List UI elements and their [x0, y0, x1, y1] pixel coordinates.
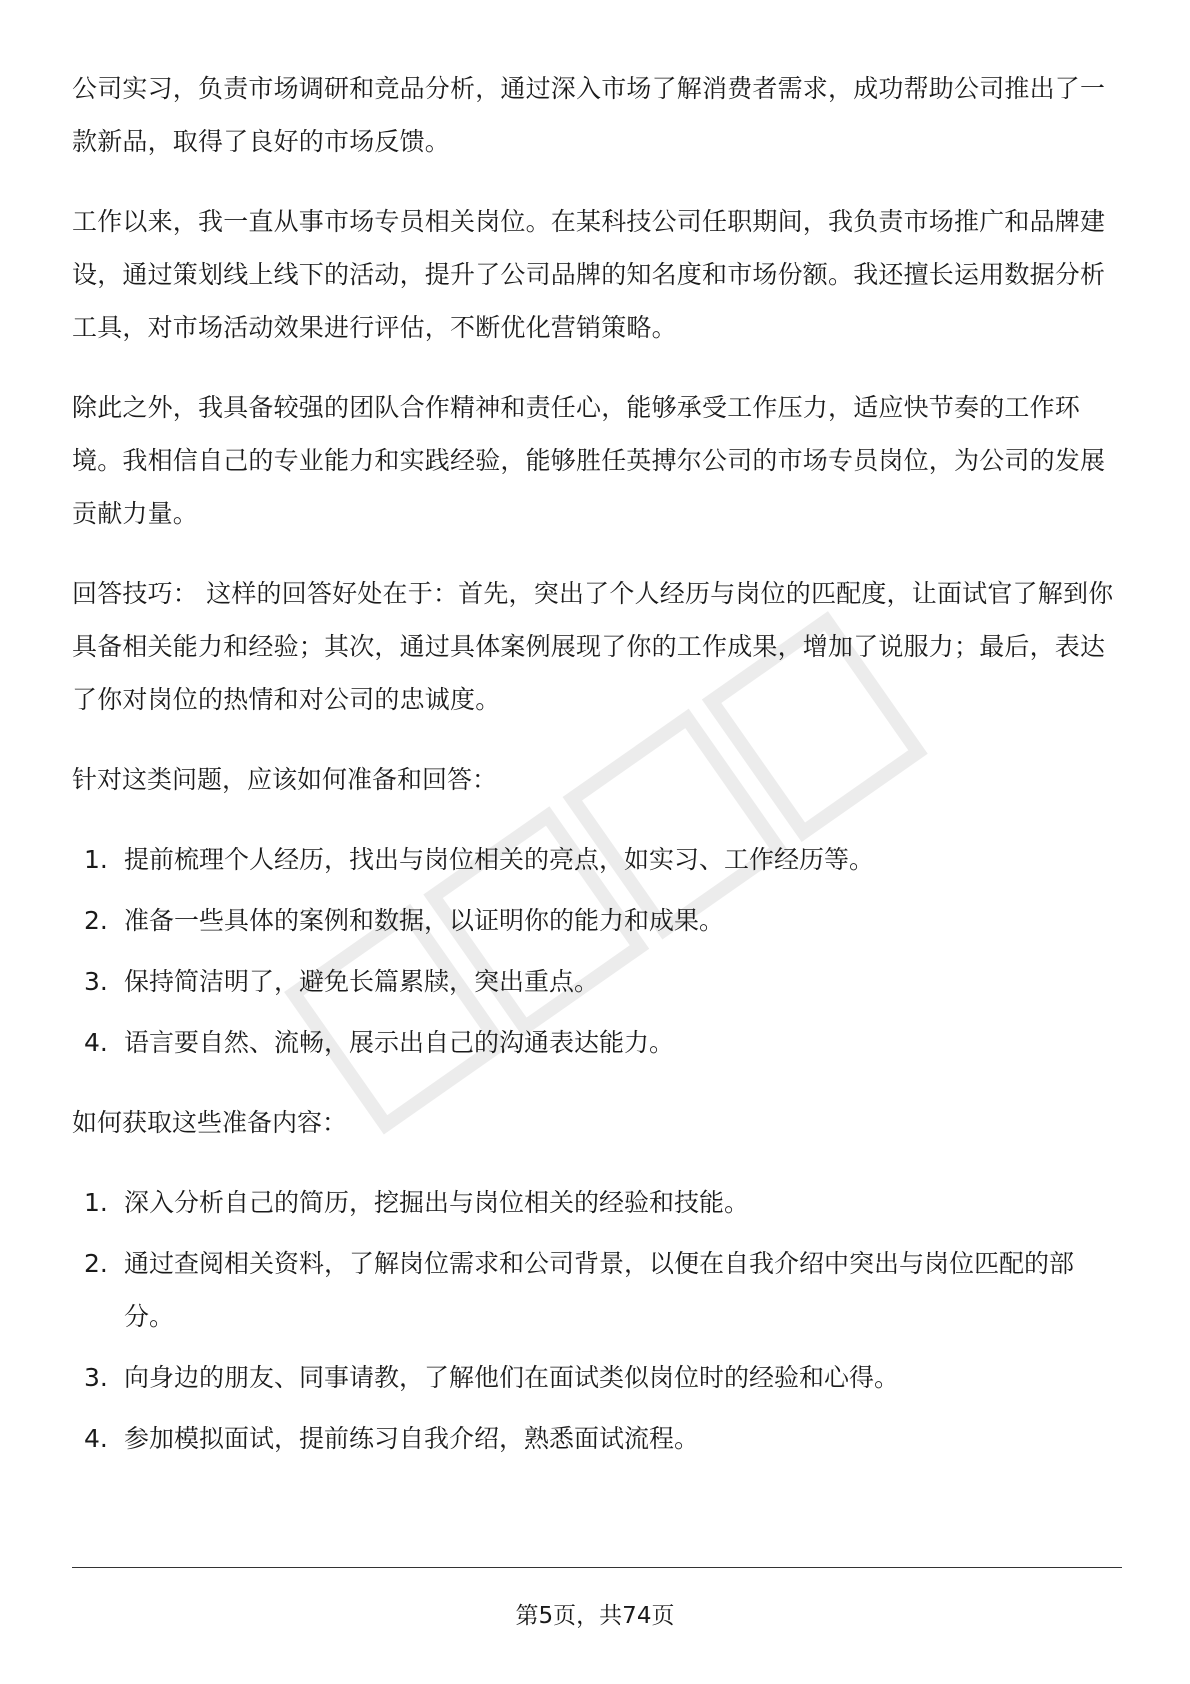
- list-item-text: 语言要自然、流畅，展示出自己的沟通表达能力。: [124, 1028, 675, 1057]
- document-body: [72, 62, 1122, 1492]
- list-item: [72, 1237, 1122, 1343]
- list-item-text: 参加模拟面试，提前练习自我介绍，熟悉面试流程。: [124, 1424, 700, 1453]
- paragraph-internship: 公司实习，负责市场调研和竞品分析，通过深入市场了解消费者需求，成功帮助公司推出了一款新品，取得了良好的市场反馈。: [72, 74, 1106, 156]
- list-number: 2.: [84, 906, 108, 935]
- paragraph-answer-tips: 回答技巧： 这样的回答好处在于：首先，突出了个人经历与岗位的匹配度，让面试官了解到你具备相关能力和经验；其次，通过具体案例展现了你的工作成果，增加了说服力；最后，表达了你对岗位的热情和对公司的忠诚度。: [72, 579, 1114, 714]
- list-item: [72, 955, 1122, 1008]
- list-item: [72, 1412, 1122, 1465]
- list-item: [72, 1176, 1122, 1229]
- list-item-text: 向身边的朋友、同事请教，了解他们在面试类似岗位时的经验和心得。: [124, 1363, 900, 1392]
- prepare-list: [72, 833, 1122, 1069]
- list-item: [72, 1351, 1122, 1404]
- list-item: [72, 833, 1122, 886]
- list-number: 1.: [84, 845, 108, 874]
- list-item: [72, 1016, 1122, 1069]
- list-item-text: 准备一些具体的案例和数据，以证明你的能力和成果。: [124, 906, 725, 935]
- list-item-text: 通过查阅相关资料，了解岗位需求和公司背景，以便在自我介绍中突出与岗位匹配的部分。: [124, 1249, 1075, 1331]
- footer-divider: [72, 1567, 1122, 1568]
- paragraph-work-experience: 工作以来，我一直从事市场专员相关岗位。在某科技公司任职期间，我负责市场推广和品牌建设，通过策划线上线下的活动，提升了公司品牌的知名度和市场份额。我还擅长运用数据分析工具，对市场活动效果进行评估，不断优化营销策略。: [72, 207, 1106, 342]
- list-number: 3.: [84, 967, 108, 996]
- list-item-text: 提前梳理个人经历，找出与岗位相关的亮点，如实习、工作经历等。: [124, 845, 875, 874]
- obtain-list: [72, 1176, 1122, 1465]
- list-number: 3.: [84, 1363, 108, 1392]
- page-number: 第5页，共74页: [515, 1603, 675, 1629]
- section-heading-obtain: 如何获取这些准备内容：: [72, 1108, 348, 1137]
- list-number: 2.: [84, 1249, 108, 1278]
- list-item-text: 保持简洁明了，避免长篇累牍，突出重点。: [124, 967, 600, 996]
- list-item-text: 深入分析自己的简历，挖掘出与岗位相关的经验和技能。: [124, 1188, 750, 1217]
- list-number: 1.: [84, 1188, 108, 1217]
- list-item: [72, 894, 1122, 947]
- section-heading-prepare: 针对这类问题，应该如何准备和回答：: [72, 765, 498, 794]
- paragraph-strengths: 除此之外，我具备较强的团队合作精神和责任心，能够承受工作压力，适应快节奏的工作环境。我相信自己的专业能力和实践经验，能够胜任英搏尔公司的市场专员岗位，为公司的发展贡献力量。: [72, 393, 1106, 528]
- list-number: 4.: [84, 1424, 108, 1453]
- list-number: 4.: [84, 1028, 108, 1057]
